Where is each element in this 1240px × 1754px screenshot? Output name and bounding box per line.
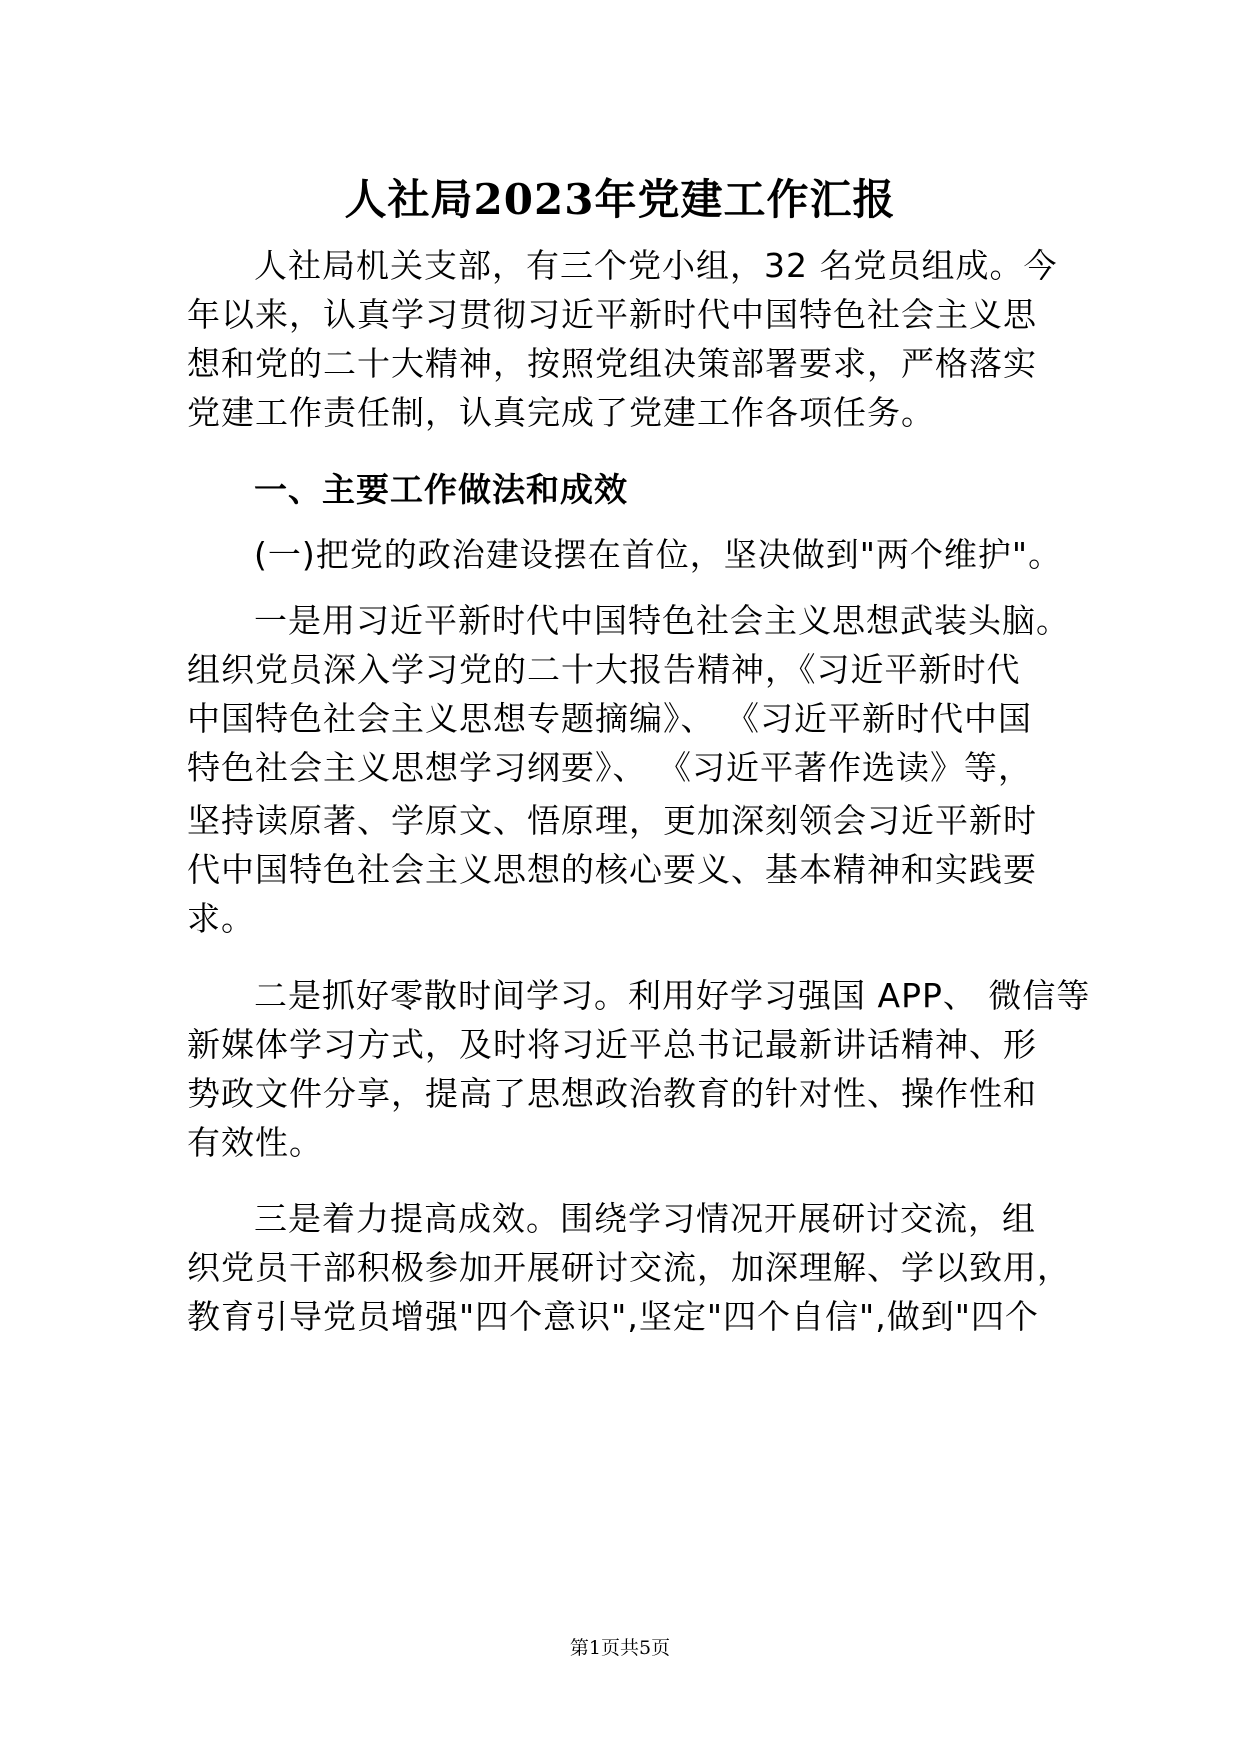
paragraph-line: 坚持读原著、学原文、悟原理，更加深刻领会习近平新时 [187, 801, 1037, 840]
subsection-heading: (一)把党的政治建设摆在首位，坚决做到"两个维护"。 [254, 535, 1063, 574]
paragraph-line: 势政文件分享，提高了思想政治教育的针对性、操作性和 [187, 1074, 1037, 1113]
section-heading: 一、主要工作做法和成效 [254, 470, 628, 509]
paragraph-line: 三是着力提高成效。围绕学习情况开展研讨交流，组 [254, 1199, 1036, 1238]
paragraph-line: 织党员干部积极参加开展研讨交流，加深理解、学以致用， [187, 1248, 1071, 1287]
paragraph-line: 一是用习近平新时代中国特色社会主义思想武装头脑。 [254, 601, 1070, 640]
document-title: 人社局2023年党建工作汇报 [344, 175, 896, 224]
paragraph-line: 特色社会主义思想学习纲要》、 《习近平著作选读》等， [187, 748, 1032, 787]
paragraph-line: 教育引导党员增强"四个意识",坚定"四个自信",做到"四个 [187, 1297, 1039, 1336]
paragraph-line: 想和党的二十大精神，按照党组决策部署要求，严格落实 [187, 344, 1037, 383]
paragraph-line: 组织党员深入学习党的二十大报告精神，《习近平新时代 [187, 650, 1021, 689]
page-number-footer: 第1页共5页 [569, 1637, 671, 1659]
paragraph-line: 新媒体学习方式，及时将习近平总书记最新讲话精神、形 [187, 1025, 1037, 1064]
paragraph-line: 求。 [187, 899, 255, 938]
paragraph-line: 人社局机关支部，有三个党小组，32 名党员组成。今 [254, 246, 1058, 285]
paragraph-line: 代中国特色社会主义思想的核心要义、基本精神和实践要 [187, 850, 1037, 889]
paragraph-line: 中国特色社会主义思想专题摘编》、 《习近平新时代中国 [187, 699, 1032, 738]
paragraph-line: 二是抓好零散时间学习。利用好学习强国 APP、 微信等 [254, 976, 1091, 1015]
paragraph-line: 年以来，认真学习贯彻习近平新时代中国特色社会主义思 [187, 295, 1037, 334]
paragraph-line: 有效性。 [187, 1123, 323, 1162]
paragraph-line: 党建工作责任制，认真完成了党建工作各项任务。 [187, 393, 935, 432]
